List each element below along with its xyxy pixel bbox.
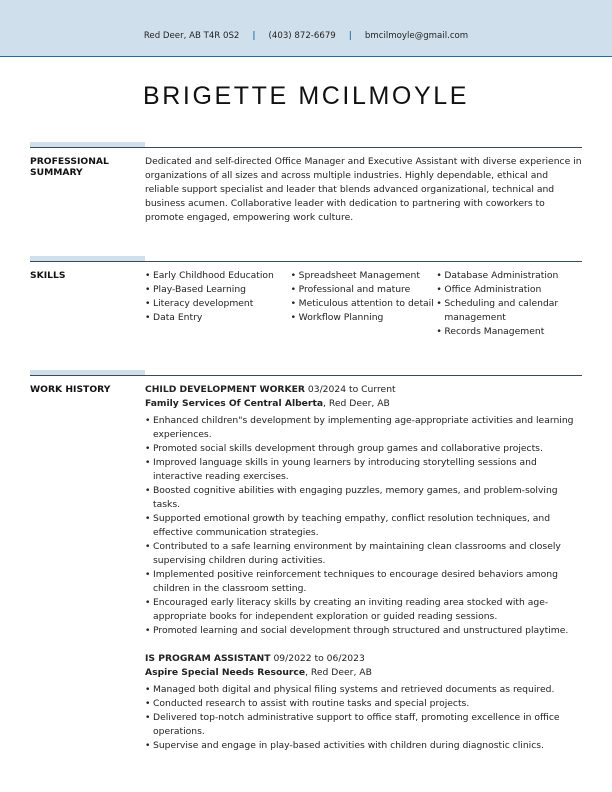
job-location: , Red Deer, AB [305, 667, 372, 678]
job-bullet: • Encouraged early literacy skills by creating an inviting reading area stocked with age-appropriate books for independent exploration or guided reading sessions. [145, 596, 582, 624]
phone: (403) 872-6679 [268, 31, 336, 41]
employer: Aspire Special Needs Resource [145, 667, 306, 678]
contact-header [0, 0, 612, 57]
skill-item: • Professional and mature [291, 283, 437, 297]
job-bullet: • Delivered top-notch administrative support to office staff, promoting excellence in office operations. [145, 711, 582, 739]
employer: Family Services Of Central Alberta [145, 398, 324, 409]
section-heading: PROFESSIONAL SUMMARY [30, 156, 109, 178]
job-bullet: • Supervise and engage in play-based activities with children during diagnostic clinics. [145, 739, 582, 753]
separator: | [252, 31, 256, 41]
summary-text: Dedicated and self-directed Office Manager and Executive Assistant with diverse experience in organizations of all sizes and across multiple industries. Highly dependable, ethical and reliable support specialist and leader that blends advanced organizational, technical and business acumen. Collaborative leader with dedication to partnering with coworkers to promote engaged, empowering work culture. [145, 156, 582, 223]
job-bullet: • Improved language skills in young learners by introducing storytelling sessions and interactive reading exercises. [145, 456, 582, 484]
job-bullet: • Boosted cognitive abilities with engaging puzzles, memory games, and problem-solving tasks. [145, 484, 582, 512]
job-dates: 03/2024 to Current [307, 384, 396, 395]
section-divider [30, 375, 582, 376]
job-title: CHILD DEVELOPMENT WORKER [145, 384, 305, 395]
job-title: IS PROGRAM ASSISTANT [145, 653, 271, 664]
job-bullet: • Implemented positive reinforcement techniques to encourage desired behaviors among children in the classroom setting. [145, 568, 582, 596]
job-entry [145, 652, 582, 753]
skill-item: • Meticulous attention to detail [291, 297, 437, 311]
job-bullet: • Enhanced children"s development by implementing age-appropriate activities and learning experiences. [145, 414, 582, 442]
job-bullet: • Conducted research to assist with routine tasks and special projects. [145, 697, 582, 711]
skill-item: • Data Entry [145, 311, 291, 325]
skills-column [291, 269, 437, 339]
skills-columns [145, 269, 582, 339]
skill-item: • Literacy development [145, 297, 291, 311]
job-bullet: • Supported emotional growth by teaching empathy, conflict resolution techniques, and effective communication strategies. [145, 512, 582, 540]
skill-item: • Workflow Planning [291, 311, 437, 325]
skills-column [436, 269, 582, 339]
skill-item: • Office Administration [436, 283, 582, 297]
candidate-name: BRIGETTE MCILMOYLE [142, 82, 469, 110]
skill-item: • Early Childhood Education [145, 269, 291, 283]
job-bullet: • Promoted social skills development through group games and collaborative projects. [145, 442, 582, 456]
skills-column [145, 269, 291, 339]
email: bmcilmoyle@gmail.com [364, 31, 469, 41]
skill-item: • Scheduling and calendar management [436, 297, 582, 325]
contact-info [0, 31, 612, 41]
section-heading: SKILLS [30, 270, 66, 281]
address: Red Deer, AB T4R 0S2 [143, 31, 240, 41]
job-location: , Red Deer, AB [323, 398, 390, 409]
job-bullet: • Managed both digital and physical filing systems and retrieved documents as required. [145, 683, 582, 697]
separator: | [348, 31, 352, 41]
section-divider [30, 147, 582, 148]
job-entry [145, 383, 582, 638]
job-dates: 09/2022 to 06/2023 [273, 653, 365, 664]
job-list [145, 383, 582, 767]
skill-item: • Records Management [436, 325, 582, 339]
skill-item: • Play-Based Learning [145, 283, 291, 297]
section-divider [30, 261, 582, 262]
job-bullet: • Contributed to a safe learning environment by maintaining clean classrooms and closely supervising children during activities. [145, 540, 582, 568]
job-bullet: • Promoted learning and social development through structured and unstructured playtime. [145, 624, 582, 638]
skill-item: • Spreadsheet Management [291, 269, 437, 283]
skill-item: • Database Administration [436, 269, 582, 283]
section-heading: WORK HISTORY [30, 384, 111, 395]
